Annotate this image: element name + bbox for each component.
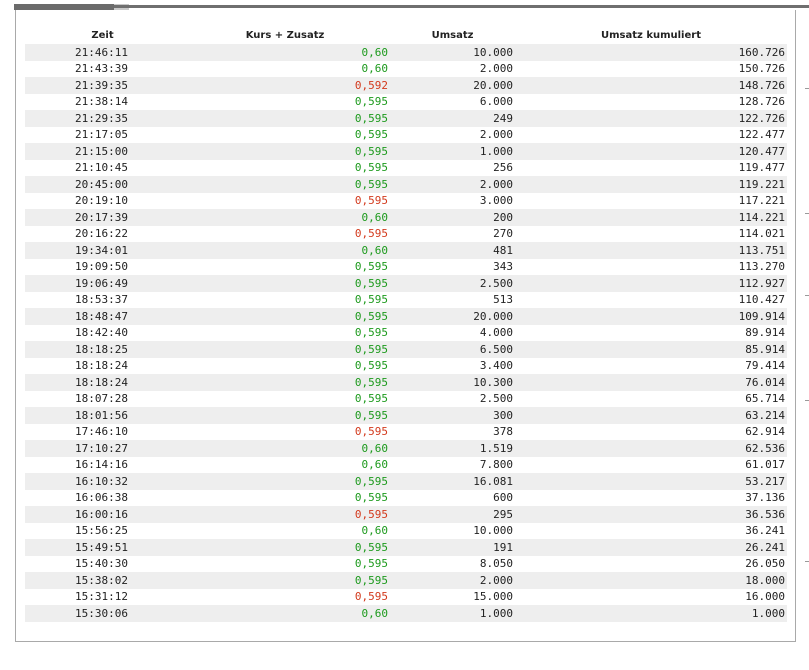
cell-price: 0,595	[180, 358, 390, 375]
header-umsatz: Umsatz	[431, 29, 474, 41]
table-row	[25, 490, 787, 507]
table-row	[25, 127, 787, 144]
table-row	[25, 556, 787, 573]
cell-volume: 200	[390, 209, 515, 226]
cell-cumulative: 53.217	[515, 473, 787, 490]
cell-time: 20:45:00	[25, 176, 180, 193]
edge-tick	[805, 213, 809, 214]
cell-volume: 249	[390, 110, 515, 127]
cell-price: 0,60	[180, 242, 390, 259]
cell-volume: 256	[390, 160, 515, 177]
cell-cumulative: 36.536	[515, 506, 787, 523]
cell-volume: 2.500	[390, 391, 515, 408]
cell-cumulative: 112.927	[515, 275, 787, 292]
cell-price: 0,595	[180, 308, 390, 325]
cell-time: 16:00:16	[25, 506, 180, 523]
cell-cumulative: 110.427	[515, 292, 787, 309]
cell-time: 18:07:28	[25, 391, 180, 408]
cell-price: 0,60	[180, 440, 390, 457]
cell-volume: 20.000	[390, 77, 515, 94]
cell-cumulative: 128.726	[515, 94, 787, 111]
cell-volume: 10.000	[390, 523, 515, 540]
table-row	[25, 61, 787, 78]
cell-cumulative: 62.914	[515, 424, 787, 441]
cell-volume: 10.000	[390, 44, 515, 61]
table-row	[25, 523, 787, 540]
table-row	[25, 143, 787, 160]
cell-time: 18:42:40	[25, 325, 180, 342]
table-row	[25, 209, 787, 226]
cell-volume: 513	[390, 292, 515, 309]
cell-cumulative: 61.017	[515, 457, 787, 474]
table-row	[25, 473, 787, 490]
cell-price: 0,595	[180, 110, 390, 127]
cell-volume: 10.300	[390, 374, 515, 391]
cell-cumulative: 62.536	[515, 440, 787, 457]
cell-price: 0,595	[180, 506, 390, 523]
cell-cumulative: 37.136	[515, 490, 787, 507]
cell-volume: 343	[390, 259, 515, 276]
table-row	[25, 242, 787, 259]
cell-time: 21:10:45	[25, 160, 180, 177]
table-row	[25, 605, 787, 622]
cell-price: 0,595	[180, 374, 390, 391]
table-row	[25, 160, 787, 177]
cell-volume: 295	[390, 506, 515, 523]
cell-cumulative: 79.414	[515, 358, 787, 375]
cell-time: 21:29:35	[25, 110, 180, 127]
cell-price: 0,595	[180, 589, 390, 606]
cell-time: 16:06:38	[25, 490, 180, 507]
cell-cumulative: 117.221	[515, 193, 787, 210]
cell-price: 0,60	[180, 61, 390, 78]
cell-time: 15:31:12	[25, 589, 180, 606]
cell-cumulative: 148.726	[515, 77, 787, 94]
edge-tick	[805, 400, 809, 401]
cell-volume: 6.500	[390, 341, 515, 358]
cell-volume: 270	[390, 226, 515, 243]
cell-time: 21:43:39	[25, 61, 180, 78]
header-kumuliert: Umsatz kumuliert	[601, 29, 701, 41]
table-row	[25, 176, 787, 193]
cell-volume: 16.081	[390, 473, 515, 490]
trades-body	[25, 44, 787, 622]
cell-volume: 7.800	[390, 457, 515, 474]
cell-volume: 378	[390, 424, 515, 441]
cell-time: 20:17:39	[25, 209, 180, 226]
cell-cumulative: 16.000	[515, 589, 787, 606]
cell-cumulative: 150.726	[515, 61, 787, 78]
cell-time: 15:40:30	[25, 556, 180, 573]
cell-price: 0,595	[180, 160, 390, 177]
cell-volume: 1.519	[390, 440, 515, 457]
cell-price: 0,60	[180, 457, 390, 474]
cell-time: 21:17:05	[25, 127, 180, 144]
cell-volume: 8.050	[390, 556, 515, 573]
table-row	[25, 341, 787, 358]
table-row	[25, 193, 787, 210]
cell-cumulative: 119.221	[515, 176, 787, 193]
cell-time: 16:14:16	[25, 457, 180, 474]
cell-time: 15:30:06	[25, 605, 180, 622]
cell-cumulative: 122.726	[515, 110, 787, 127]
table-row	[25, 440, 787, 457]
edge-tick	[805, 295, 809, 296]
cell-volume: 6.000	[390, 94, 515, 111]
table-row	[25, 325, 787, 342]
cell-volume: 2.000	[390, 61, 515, 78]
table-row	[25, 110, 787, 127]
cell-time: 18:48:47	[25, 308, 180, 325]
cell-price: 0,60	[180, 209, 390, 226]
cell-cumulative: 114.021	[515, 226, 787, 243]
header-kurs: Kurs + Zusatz	[245, 29, 325, 41]
cell-price: 0,595	[180, 341, 390, 358]
trades-panel	[15, 10, 796, 642]
table-row	[25, 44, 787, 61]
cell-cumulative: 113.751	[515, 242, 787, 259]
cell-cumulative: 160.726	[515, 44, 787, 61]
table-row	[25, 407, 787, 424]
cell-volume: 20.000	[390, 308, 515, 325]
cell-time: 18:18:24	[25, 374, 180, 391]
cell-volume: 4.000	[390, 325, 515, 342]
cell-volume: 191	[390, 539, 515, 556]
cell-price: 0,595	[180, 424, 390, 441]
cell-cumulative: 36.241	[515, 523, 787, 540]
cell-volume: 2.000	[390, 572, 515, 589]
cell-volume: 2.000	[390, 176, 515, 193]
cell-time: 18:18:25	[25, 341, 180, 358]
table-row	[25, 424, 787, 441]
trades-table	[25, 26, 787, 622]
table-row	[25, 259, 787, 276]
table-row	[25, 226, 787, 243]
cell-price: 0,592	[180, 77, 390, 94]
cell-cumulative: 76.014	[515, 374, 787, 391]
cell-price: 0,595	[180, 176, 390, 193]
cell-price: 0,595	[180, 226, 390, 243]
cell-time: 18:01:56	[25, 407, 180, 424]
cell-time: 21:46:11	[25, 44, 180, 61]
cell-time: 18:53:37	[25, 292, 180, 309]
cell-time: 20:16:22	[25, 226, 180, 243]
cell-time: 17:46:10	[25, 424, 180, 441]
cell-time: 19:09:50	[25, 259, 180, 276]
cell-price: 0,595	[180, 275, 390, 292]
cell-price: 0,60	[180, 523, 390, 540]
cell-volume: 1.000	[390, 143, 515, 160]
cell-volume: 15.000	[390, 589, 515, 606]
cell-price: 0,595	[180, 556, 390, 573]
cell-time: 21:38:14	[25, 94, 180, 111]
cell-cumulative: 120.477	[515, 143, 787, 160]
cell-price: 0,60	[180, 44, 390, 61]
cell-cumulative: 26.241	[515, 539, 787, 556]
cell-time: 15:56:25	[25, 523, 180, 540]
table-row	[25, 457, 787, 474]
cell-price: 0,595	[180, 539, 390, 556]
cell-time: 17:10:27	[25, 440, 180, 457]
cell-time: 20:19:10	[25, 193, 180, 210]
cell-time: 21:39:35	[25, 77, 180, 94]
cell-cumulative: 109.914	[515, 308, 787, 325]
cell-time: 18:18:24	[25, 358, 180, 375]
cell-price: 0,60	[180, 605, 390, 622]
cell-volume: 2.500	[390, 275, 515, 292]
cell-cumulative: 65.714	[515, 391, 787, 408]
cell-cumulative: 85.914	[515, 341, 787, 358]
edge-tick	[805, 88, 809, 89]
cell-volume: 600	[390, 490, 515, 507]
cell-time: 15:38:02	[25, 572, 180, 589]
cell-time: 19:06:49	[25, 275, 180, 292]
cell-price: 0,595	[180, 259, 390, 276]
table-row	[25, 572, 787, 589]
table-row	[25, 391, 787, 408]
table-row	[25, 539, 787, 556]
cell-time: 16:10:32	[25, 473, 180, 490]
table-row	[25, 292, 787, 309]
table-row	[25, 308, 787, 325]
cell-volume: 3.000	[390, 193, 515, 210]
table-row	[25, 506, 787, 523]
cell-price: 0,595	[180, 490, 390, 507]
table-row	[25, 77, 787, 94]
table-row	[25, 374, 787, 391]
cell-cumulative: 18.000	[515, 572, 787, 589]
cell-price: 0,595	[180, 127, 390, 144]
cell-cumulative: 114.221	[515, 209, 787, 226]
cell-price: 0,595	[180, 325, 390, 342]
cell-cumulative: 122.477	[515, 127, 787, 144]
cell-price: 0,595	[180, 473, 390, 490]
table-row	[25, 94, 787, 111]
table-row	[25, 275, 787, 292]
cell-volume: 300	[390, 407, 515, 424]
cell-price: 0,595	[180, 143, 390, 160]
edge-tick	[805, 561, 809, 562]
cell-volume: 2.000	[390, 127, 515, 144]
cell-time: 19:34:01	[25, 242, 180, 259]
cell-price: 0,595	[180, 391, 390, 408]
tab-bar-line	[114, 5, 809, 8]
cell-price: 0,595	[180, 407, 390, 424]
cell-price: 0,595	[180, 572, 390, 589]
cell-cumulative: 119.477	[515, 160, 787, 177]
cell-time: 15:49:51	[25, 539, 180, 556]
cell-cumulative: 63.214	[515, 407, 787, 424]
table-header-row	[25, 26, 787, 44]
header-zeit: Zeit	[91, 29, 114, 41]
cell-cumulative: 89.914	[515, 325, 787, 342]
table-row	[25, 589, 787, 606]
table-row	[25, 358, 787, 375]
cell-time: 21:15:00	[25, 143, 180, 160]
cell-cumulative: 113.270	[515, 259, 787, 276]
cell-price: 0,595	[180, 193, 390, 210]
cell-price: 0,595	[180, 292, 390, 309]
cell-volume: 3.400	[390, 358, 515, 375]
cell-cumulative: 1.000	[515, 605, 787, 622]
cell-volume: 1.000	[390, 605, 515, 622]
cell-price: 0,595	[180, 94, 390, 111]
top-tab-bar	[14, 0, 809, 10]
cell-volume: 481	[390, 242, 515, 259]
cell-cumulative: 26.050	[515, 556, 787, 573]
